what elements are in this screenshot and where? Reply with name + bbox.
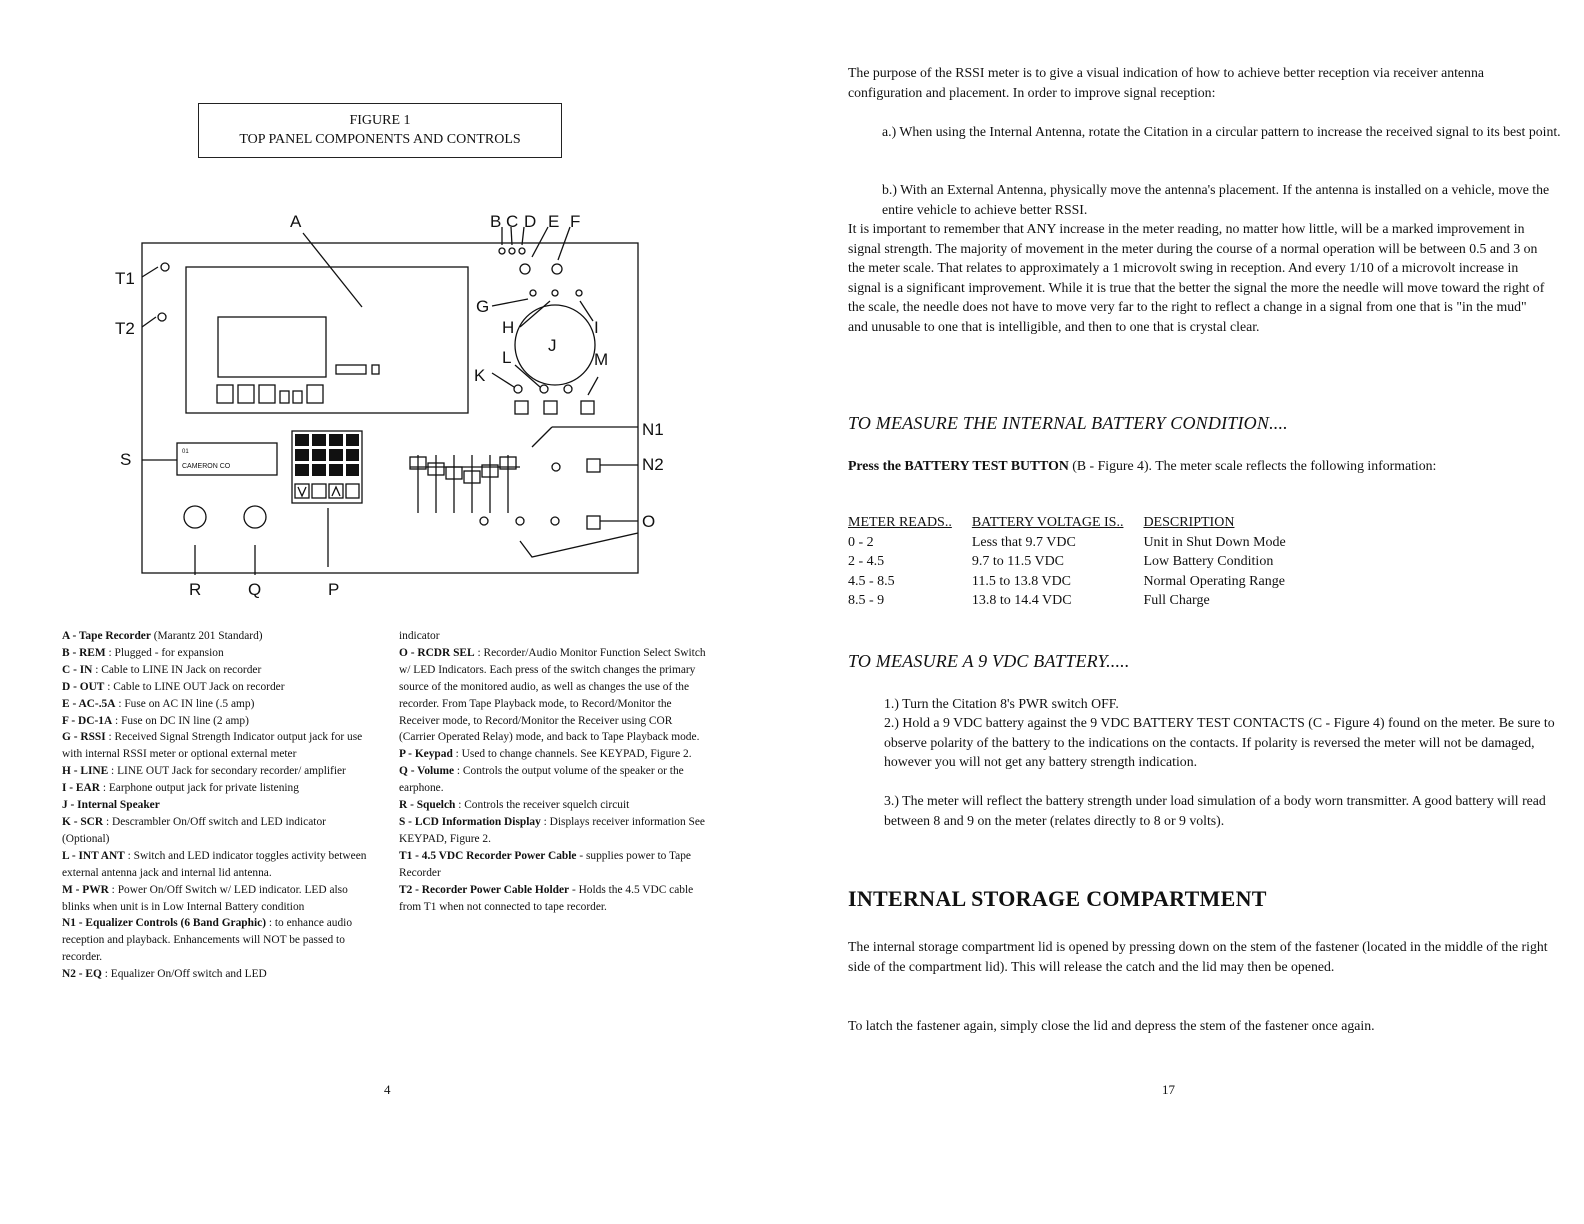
legend-key: T2 - Recorder Power Cable Holder <box>399 883 570 896</box>
label-G: G <box>476 297 490 316</box>
legend-key: A - Tape Recorder <box>62 630 151 642</box>
label-L: L <box>502 348 512 367</box>
equalizer-sliders <box>410 455 520 513</box>
left-page <box>0 0 790 1224</box>
lcd-display <box>177 443 277 475</box>
legend-text: : Plugged - for expansion <box>105 646 224 659</box>
table-cell: 9.7 to 11.5 VDC <box>971 554 1065 569</box>
legend-key: E - AC-.5A <box>62 697 116 710</box>
battery-table <box>848 513 1306 611</box>
recorder-button-4 <box>280 391 289 403</box>
legend-text: : LINE OUT Jack for secondary recorder/ amplifier <box>108 765 346 778</box>
battery-test-button-label: Press the BATTERY TEST BUTTON <box>848 458 1069 473</box>
legend-key: N2 - EQ <box>62 968 102 981</box>
legend-key: G - RSSI <box>62 731 106 744</box>
volume-knob <box>244 506 266 528</box>
legend-item <box>62 662 374 679</box>
legend-item <box>399 882 711 916</box>
legend-key: K - SCR <box>62 815 104 828</box>
recorder-button-2 <box>238 385 254 403</box>
legend-key: P - Keypad <box>399 748 453 761</box>
table-header: DESCRIPTION <box>1143 515 1235 530</box>
step-2: 2.) Hold a 9 VDC battery against the 9 VDC BATTERY TEST CONTACTS (C - Figure 4) found on the meter. Be sure to observe polarity of the battery to the indications on the contacts. If polarity is reversed the meter will not be damaged, however you will not get any battery strength indication. <box>884 715 1555 769</box>
table-row <box>848 591 1306 611</box>
label-E: E <box>548 212 560 231</box>
storage-paragraph-2: To latch the fastener again, simply close the lid and depress the stem of the fastener once again. <box>848 1018 1375 1033</box>
top-panel-diagram <box>100 205 680 605</box>
heading-9v-battery: TO MEASURE A 9 VDC BATTERY..... <box>848 651 1130 671</box>
legend-text: : Used to change channels. See KEYPAD, Figure 2. <box>452 748 692 761</box>
label-M: M <box>594 350 609 369</box>
recorder-button-3 <box>259 385 275 403</box>
legend-text: : Fuse on DC IN line (2 amp) <box>112 714 249 727</box>
legend-key: J - Internal Speaker <box>62 799 160 812</box>
legend-text: : to enhance audio reception and playback. Enhancements will NOT be passed to recorder. <box>62 917 353 964</box>
t2-connector <box>158 313 166 321</box>
legend-item <box>62 882 374 916</box>
label-C: C <box>506 212 519 231</box>
rssi-important: It is important to remember that ANY increase in the meter reading, no matter how little, will be a marked improvement in signal strength. The majority of movement in the meter during the course of a normal operation will be between 0.5 and 3 on the meter scale. That relates to approximately a 1 microvolt swing in reception. And every 1/10 of a microvolt increase in signal is a significant improvement. While it is true that the better the signal the more the needle will move toward the right of the scale, the needle does not have to move very far to the right to reflect a change in a signal from one that is "in the mud" and unusable to one that is intelligible, and then to one that is crystal clear. <box>848 221 1545 334</box>
legend-key: H - LINE <box>62 765 109 778</box>
legend-key: R - Squelch <box>399 799 456 812</box>
recorder-button-1 <box>217 385 233 403</box>
label-Q: Q <box>248 580 262 599</box>
legend-text: : Controls the output volume of the speaker or the earphone. <box>399 765 684 795</box>
legend-text: : Earphone output jack for private listening <box>99 782 299 795</box>
table-cell: Low Battery Condition <box>1143 554 1274 569</box>
label-N1: N1 <box>642 420 664 439</box>
label-S: S <box>120 450 132 469</box>
label-I: I <box>594 318 599 337</box>
legend-key: D - OUT <box>62 680 105 693</box>
legend-text: - supplies power to Tape Recorder <box>399 849 691 879</box>
legend-item <box>62 966 374 983</box>
legend-text: : Cable to LINE IN Jack on recorder <box>92 663 262 676</box>
figure-caption-box <box>198 103 562 158</box>
table-row <box>848 533 1306 553</box>
legend-item <box>62 729 374 763</box>
recorder-window <box>218 317 326 377</box>
legend-item <box>62 679 374 696</box>
legend-key: F - DC-1A <box>62 714 113 727</box>
legend-item <box>399 645 711 746</box>
label-P: P <box>328 580 340 599</box>
figure-title: TOP PANEL COMPONENTS AND CONTROLS <box>239 132 521 147</box>
recorder-indicator <box>372 365 379 374</box>
label-A: A <box>290 212 302 231</box>
legend-item <box>62 696 374 713</box>
rssi-item-a: a.) When using the Internal Antenna, rotate the Citation in a circular pattern to increase the received signal to its best point. <box>882 124 1561 139</box>
table-row <box>848 572 1306 592</box>
legend-text: (Marantz 201 Standard) <box>150 630 263 642</box>
legend-key: Q - Volume <box>399 765 455 778</box>
legend-text: : Controls the receiver squelch circuit <box>455 799 630 812</box>
right-page <box>790 0 1584 1224</box>
legend-item <box>62 763 374 780</box>
legend-key: N1 - Equalizer Controls (6 Band Graphic) <box>62 917 266 930</box>
step-3: 3.) The meter will reflect the battery strength under load simulation of a body worn transmitter. A good battery will read between 8 and 9 on the meter (relates directly to 8 or 9 volts). <box>884 793 1546 828</box>
table-cell: 13.8 to 14.4 VDC <box>971 593 1072 608</box>
legend-item <box>62 814 374 848</box>
legend-text: : Recorder/Audio Monitor Function Select Switch w/ LED Indicators. Each press of the switch changes the primary source of the monitored audio, as well as changes the use of the recorder. From Tape Playback mode, to Record/Monitor the Receiver mode, to Record/Monitor the Receiver using COR (Carrier Operated Relay) mode, and back to Tape Playback mode. <box>399 646 706 744</box>
legend-key: M - PWR <box>62 883 109 896</box>
label-N2: N2 <box>642 455 664 474</box>
legend-item <box>399 763 711 797</box>
table-cell: Unit in Shut Down Mode <box>1143 534 1286 550</box>
legend-key: C - IN <box>62 663 93 676</box>
legend-text: : Descrambler On/Off switch and LED indicator (Optional) <box>62 815 326 845</box>
recorder-slot <box>336 365 366 374</box>
legend-item <box>62 780 374 797</box>
legend-item <box>62 628 374 645</box>
legend-item <box>399 848 711 882</box>
legend-item <box>62 797 374 814</box>
legend-text: : Cable to LINE OUT Jack on recorder <box>104 680 285 693</box>
lcd-line-2: CAMERON CO <box>182 463 231 470</box>
rssi-item-b: b.) With an External Antenna, physically move the antenna's placement. If the antenna is installed on a vehicle, move the entire vehicle to achieve better RSSI. <box>882 182 1550 217</box>
legend-key: S - LCD Information Display <box>399 815 541 828</box>
squelch-knob <box>184 506 206 528</box>
page-number-left: 4 <box>384 1082 391 1097</box>
legend-text: - Holds the 4.5 VDC cable from T1 when not connected to tape recorder. <box>399 883 694 913</box>
legend-item <box>399 797 711 814</box>
tape-recorder-box <box>186 267 468 413</box>
legend-text: : Fuse on AC IN line (.5 amp) <box>115 697 255 710</box>
table-cell: Less that 9.7 VDC <box>971 534 1076 550</box>
t1-connector <box>161 263 169 271</box>
heading-storage: INTERNAL STORAGE COMPARTMENT <box>848 886 1267 911</box>
table-cell: Full Charge <box>1143 593 1210 608</box>
battery-instructions <box>848 456 1548 476</box>
legend-key: I - EAR <box>62 782 100 795</box>
legend-text: : Power On/Off Switch w/ LED indicator. LED also blinks when unit is in Low Internal Battery condition <box>62 883 348 913</box>
figure-number: FIGURE 1 <box>349 113 411 128</box>
table-cell: 11.5 to 13.8 VDC <box>971 573 1072 589</box>
legend-item <box>399 814 711 848</box>
label-F: F <box>570 212 581 231</box>
legend-item <box>62 848 374 882</box>
legend-column-2 <box>399 628 711 915</box>
legend-key: T1 - 4.5 VDC Recorder Power Cable <box>399 849 577 862</box>
legend-text: : Received Signal Strength Indicator output jack for use with internal RSSI meter or optional external meter <box>62 731 363 761</box>
label-J: J <box>548 336 557 355</box>
table-header: METER READS.. <box>848 515 952 530</box>
panel-outline <box>142 243 638 573</box>
legend-column-1 <box>62 628 374 983</box>
heading-battery-condition: TO MEASURE THE INTERNAL BATTERY CONDITION.... <box>848 413 1288 433</box>
table-header: BATTERY VOLTAGE IS.. <box>971 515 1124 530</box>
legend-text: indicator <box>399 630 440 642</box>
legend-item <box>399 628 711 645</box>
label-O: O <box>642 512 656 531</box>
label-B: B <box>490 212 502 231</box>
storage-paragraph-1: The internal storage compartment lid is opened by pressing down on the stem of the fastener (located in the middle of the right side of the compartment lid). This will release the catch and the lid may then be opened. <box>848 939 1548 974</box>
legend-item <box>62 645 374 662</box>
legend-item <box>399 746 711 763</box>
legend-text: : Equalizer On/Off switch and LED <box>101 968 267 981</box>
step-1: 1.) Turn the Citation 8's PWR switch OFF. <box>884 696 1119 711</box>
table-cell: 2 - 4.5 <box>848 554 885 569</box>
table-row <box>848 552 1306 572</box>
legend-text: : Displays receiver information See KEYPAD, Figure 2. <box>399 815 705 845</box>
label-D: D <box>524 212 537 231</box>
legend-item <box>62 713 374 730</box>
label-H: H <box>502 318 515 337</box>
legend-key: L - INT ANT <box>62 849 125 862</box>
legend-text: : Switch and LED indicator toggles activity between external antenna jack and internal lid antenna. <box>62 849 367 879</box>
table-cell: Normal Operating Range <box>1143 573 1285 589</box>
legend-item <box>62 915 374 966</box>
rssi-intro: The purpose of the RSSI meter is to give a visual indication of how to achieve better reception via receiver antenna configuration and placement. In order to improve signal reception: <box>848 65 1484 100</box>
table-cell: 4.5 - 8.5 <box>848 573 895 589</box>
label-T2: T2 <box>115 319 135 338</box>
table-cell: 0 - 2 <box>848 534 874 550</box>
battery-instructions-rest: (B - Figure 4). The meter scale reflects the following information: <box>1068 458 1437 473</box>
label-T1: T1 <box>115 269 135 288</box>
table-cell: 8.5 - 9 <box>848 593 885 608</box>
page-number-right: 17 <box>1162 1082 1175 1097</box>
legend-key: O - RCDR SEL <box>399 646 475 659</box>
recorder-button-6 <box>307 385 323 403</box>
label-K: K <box>474 366 486 385</box>
label-R: R <box>189 580 202 599</box>
legend-key: B - REM <box>62 646 106 659</box>
recorder-button-5 <box>293 391 302 403</box>
lcd-line-1: 01 <box>182 449 189 455</box>
